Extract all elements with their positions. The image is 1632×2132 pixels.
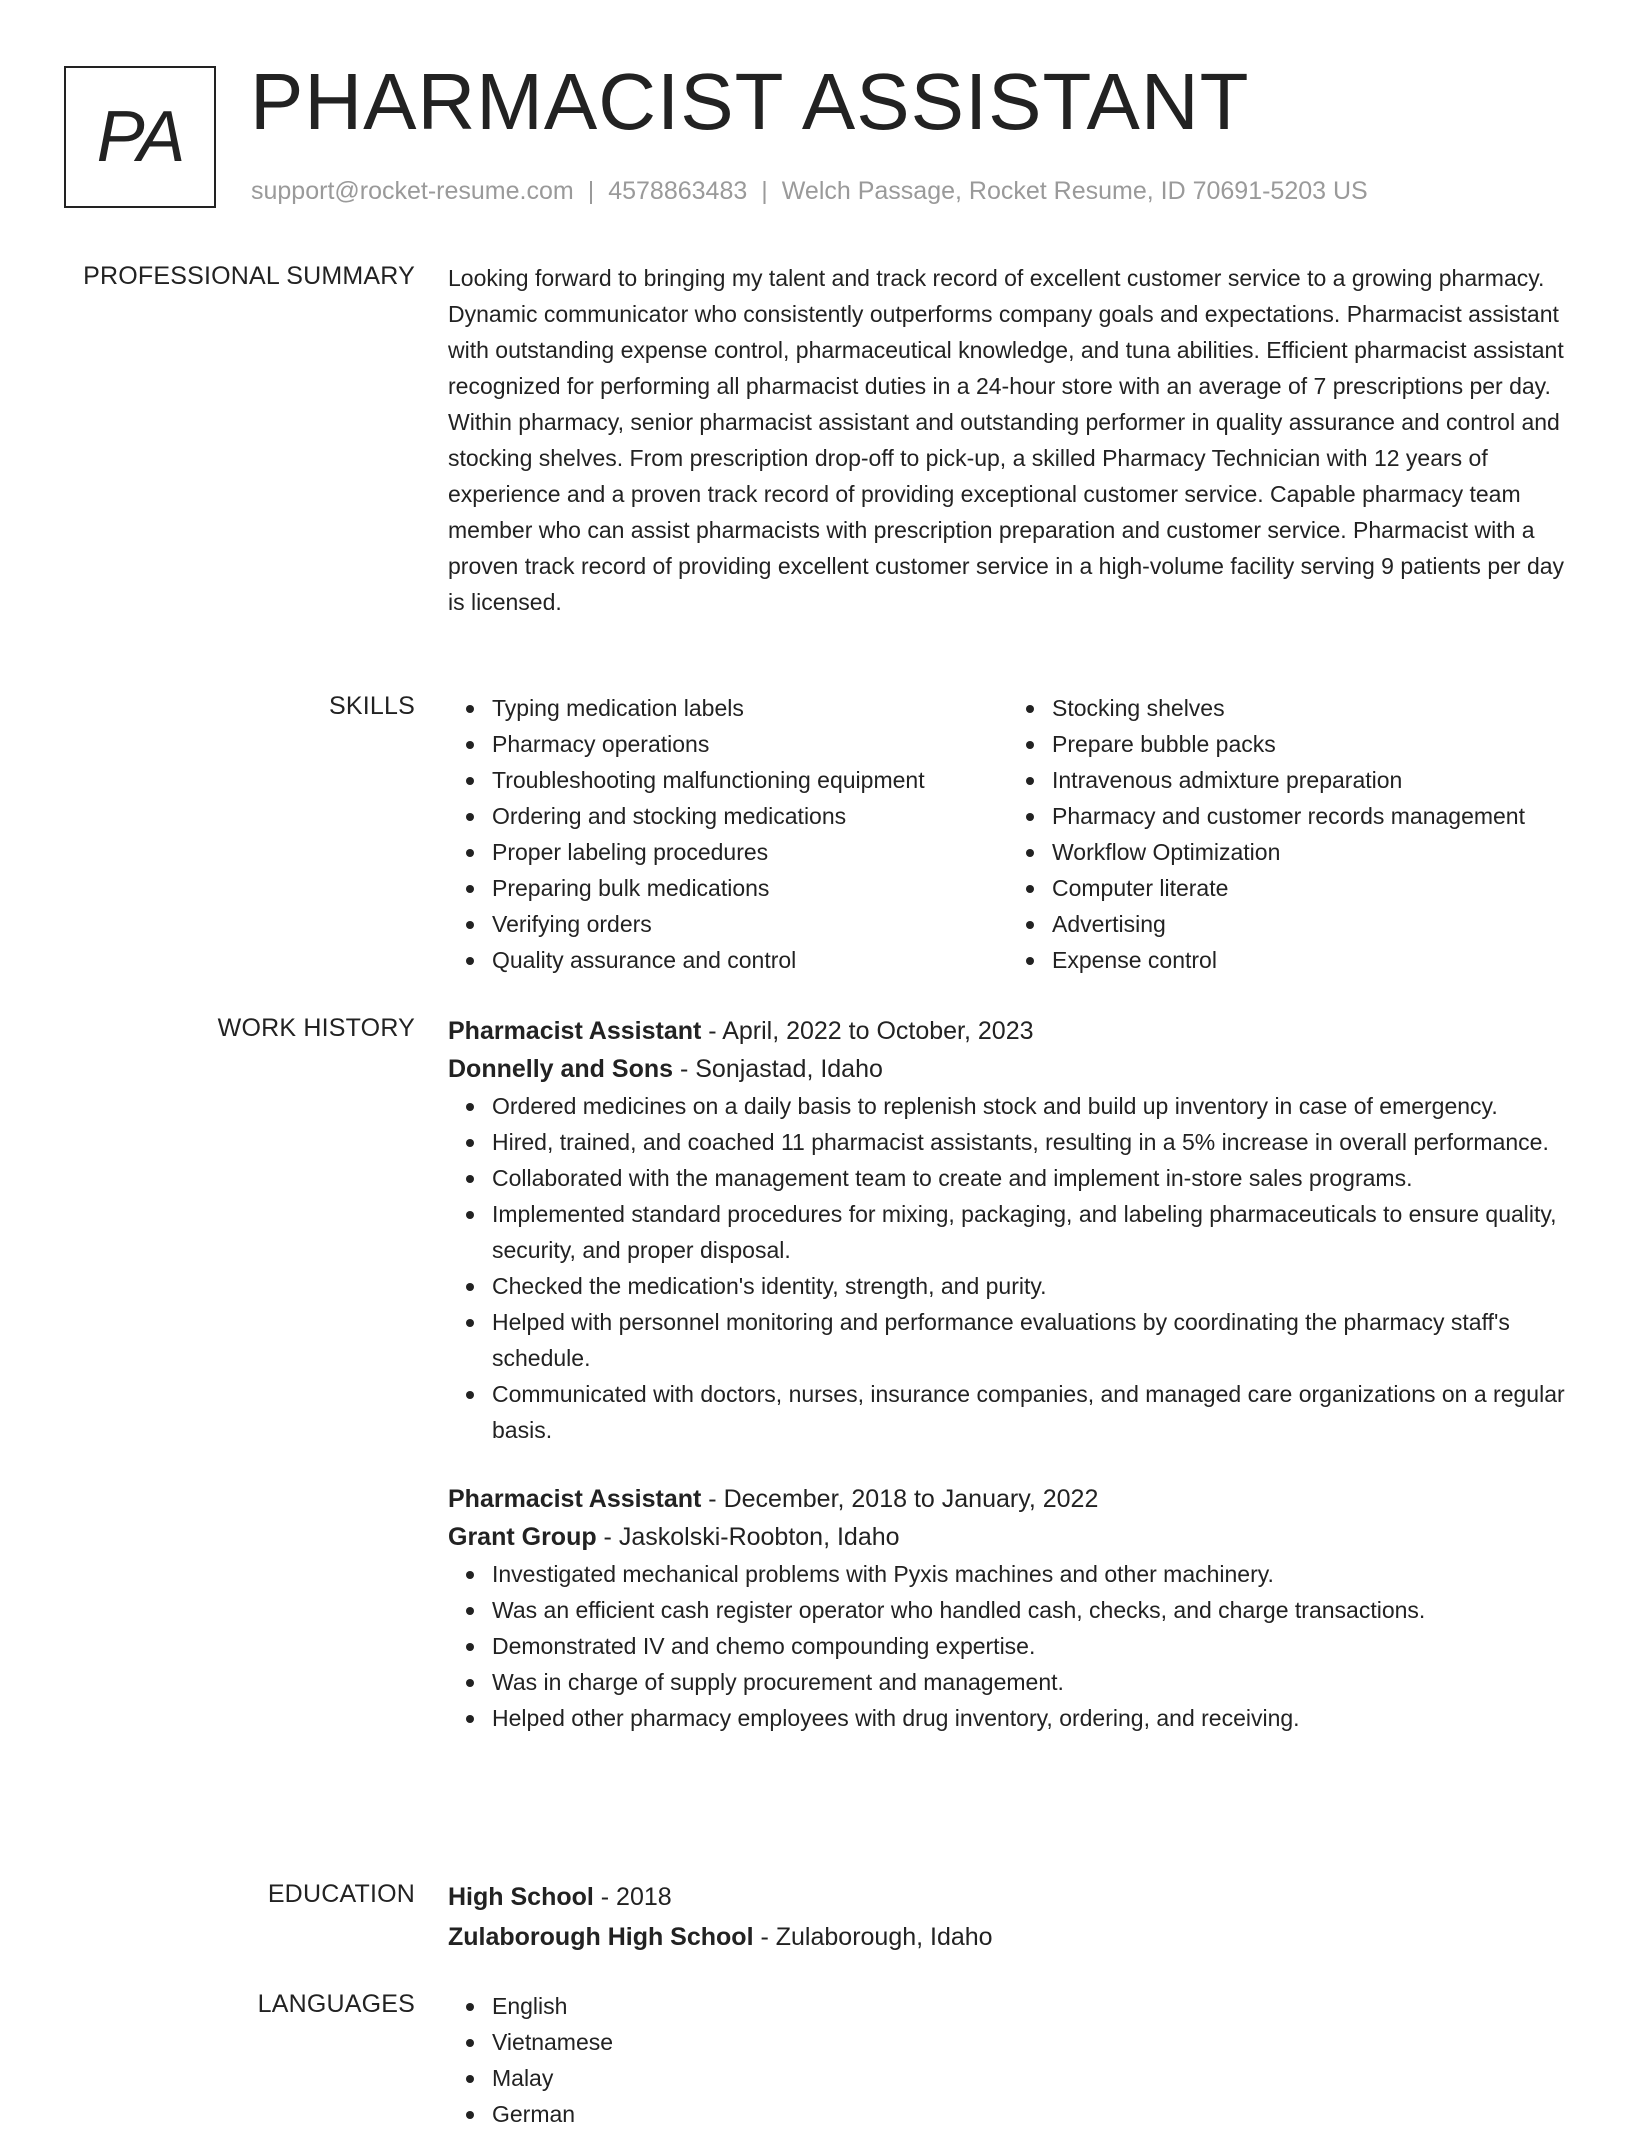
contact-line: [251, 176, 1368, 206]
list-item: Proper labeling procedures: [492, 834, 1008, 870]
monogram-initials: PA: [96, 97, 184, 177]
job-dates: - December, 2018 to January, 2022: [701, 1485, 1099, 1513]
education-location: - Zulaborough, Idaho: [753, 1923, 993, 1951]
skills-list-right: [1008, 690, 1568, 978]
list-item: Vietnamese: [492, 2024, 1568, 2060]
education-degree-line: [448, 1878, 1568, 1916]
list-item: Was an efficient cash register operator who handled cash, checks, and charge transactions.: [492, 1592, 1568, 1628]
list-item: German: [492, 2096, 1568, 2132]
list-item: Troubleshooting malfunctioning equipment: [492, 762, 1008, 798]
job-entry: [448, 1012, 1568, 1448]
list-item: English: [492, 1988, 1568, 2024]
skills-body: [448, 690, 1568, 978]
job-location: - Sonjastad, Idaho: [673, 1055, 883, 1083]
job-company: Grant Group: [448, 1523, 597, 1551]
list-item: Quality assurance and control: [492, 942, 1008, 978]
list-item: Preparing bulk medications: [492, 870, 1008, 906]
education-school-line: [448, 1918, 1568, 1956]
job-company-line: [448, 1518, 1568, 1556]
job-bullet-list: [448, 1556, 1568, 1736]
contact-email: support@rocket-resume.com: [251, 177, 574, 205]
job-bullet-list: [448, 1088, 1568, 1448]
summary-text: Looking forward to bringing my talent and track record of excellent customer service to a growing pharmacy. Dynamic communicator who consistently outperforms company goals and expectations. Pharmacist assistant with outstanding expense control, pharmaceutical knowledge, and tuna abilities. Efficient pharmacist assistant recognized for performing all pharmacist duties in a 24-hour store with an average of 7 prescriptions per day. Within pharmacy, senior pharmacist assistant and outstanding performer in quality assurance and control and stocking shelves. From prescription drop-off to pick-up, a skilled Pharmacy Technician with 12 years of experience and a proven track record of providing exceptional customer service. Capable pharmacy team member who can assist pharmacists with prescription preparation and customer service. Pharmacist with a proven track record of providing excellent customer service in a high-volume facility serving 9 patients per day is licensed.: [448, 265, 1565, 615]
education-year: - 2018: [593, 1883, 672, 1911]
contact-phone: 4578863483: [608, 177, 748, 205]
list-item: Malay: [492, 2060, 1568, 2096]
list-item: Pharmacy operations: [492, 726, 1008, 762]
list-item: Prepare bubble packs: [1052, 726, 1568, 762]
languages-body: [448, 1988, 1568, 2132]
list-item: Typing medication labels: [492, 690, 1008, 726]
work-history-body: [448, 1012, 1568, 1736]
job-dates: - April, 2022 to October, 2023: [701, 1017, 1034, 1045]
job-company-line: [448, 1050, 1568, 1088]
list-item: Workflow Optimization: [1052, 834, 1568, 870]
job-title-line: [448, 1012, 1568, 1050]
list-item: Demonstrated IV and chemo compounding expertise.: [492, 1628, 1568, 1664]
list-item: Helped with personnel monitoring and performance evaluations by coordinating the pharmacy staff's schedule.: [492, 1304, 1568, 1376]
job-title: Pharmacist Assistant: [448, 1017, 702, 1045]
job-company: Donnelly and Sons: [448, 1055, 674, 1083]
list-item: Ordered medicines on a daily basis to replenish stock and build up inventory in case of emergency.: [492, 1088, 1568, 1124]
list-item: Ordering and stocking medications: [492, 798, 1008, 834]
skills-list-left: [448, 690, 1008, 978]
languages-list: [448, 1988, 1568, 2132]
education-body: [448, 1878, 1568, 1956]
education-degree: High School: [448, 1883, 594, 1911]
job-entry: [448, 1480, 1568, 1736]
list-item: Checked the medication's identity, strength, and purity.: [492, 1268, 1568, 1304]
education-school: Zulaborough High School: [448, 1923, 754, 1951]
summary-heading: PROFESSIONAL SUMMARY: [83, 262, 415, 290]
list-item: Stocking shelves: [1052, 690, 1568, 726]
list-item: Intravenous admixture preparation: [1052, 762, 1568, 798]
languages-heading: LANGUAGES: [257, 1990, 415, 2018]
contact-separator: |: [587, 177, 595, 205]
job-title-line: [448, 1480, 1568, 1518]
list-item: Hired, trained, and coached 11 pharmacist assistants, resulting in a 5% increase in overall performance.: [492, 1124, 1568, 1160]
job-location: - Jaskolski-Roobton, Idaho: [596, 1523, 900, 1551]
list-item: Was in charge of supply procurement and management.: [492, 1664, 1568, 1700]
list-item: Implemented standard procedures for mixing, packaging, and labeling pharmaceuticals to ensure quality, security, and proper disposal.: [492, 1196, 1568, 1268]
resume-title: PHARMACIST ASSISTANT: [250, 57, 1250, 146]
monogram-box: [64, 66, 216, 208]
list-item: Verifying orders: [492, 906, 1008, 942]
skills-heading: SKILLS: [329, 692, 415, 720]
contact-separator: |: [761, 177, 768, 205]
list-item: Pharmacy and customer records management: [1052, 798, 1568, 834]
summary-body: [448, 260, 1568, 620]
list-item: Investigated mechanical problems with Pyxis machines and other machinery.: [492, 1556, 1568, 1592]
list-item: Computer literate: [1052, 870, 1568, 906]
list-item: Expense control: [1052, 942, 1568, 978]
list-item: Helped other pharmacy employees with drug inventory, ordering, and receiving.: [492, 1700, 1568, 1736]
list-item: Collaborated with the management team to create and implement in-store sales programs.: [492, 1160, 1568, 1196]
work-history-heading: WORK HISTORY: [217, 1014, 415, 1042]
job-title: Pharmacist Assistant: [448, 1485, 702, 1513]
list-item: Advertising: [1052, 906, 1568, 942]
list-item: Communicated with doctors, nurses, insurance companies, and managed care organizations on a regular basis.: [492, 1376, 1568, 1448]
education-heading: EDUCATION: [267, 1880, 415, 1908]
contact-address: Welch Passage, Rocket Resume, ID 70691-5203 US: [781, 177, 1368, 205]
